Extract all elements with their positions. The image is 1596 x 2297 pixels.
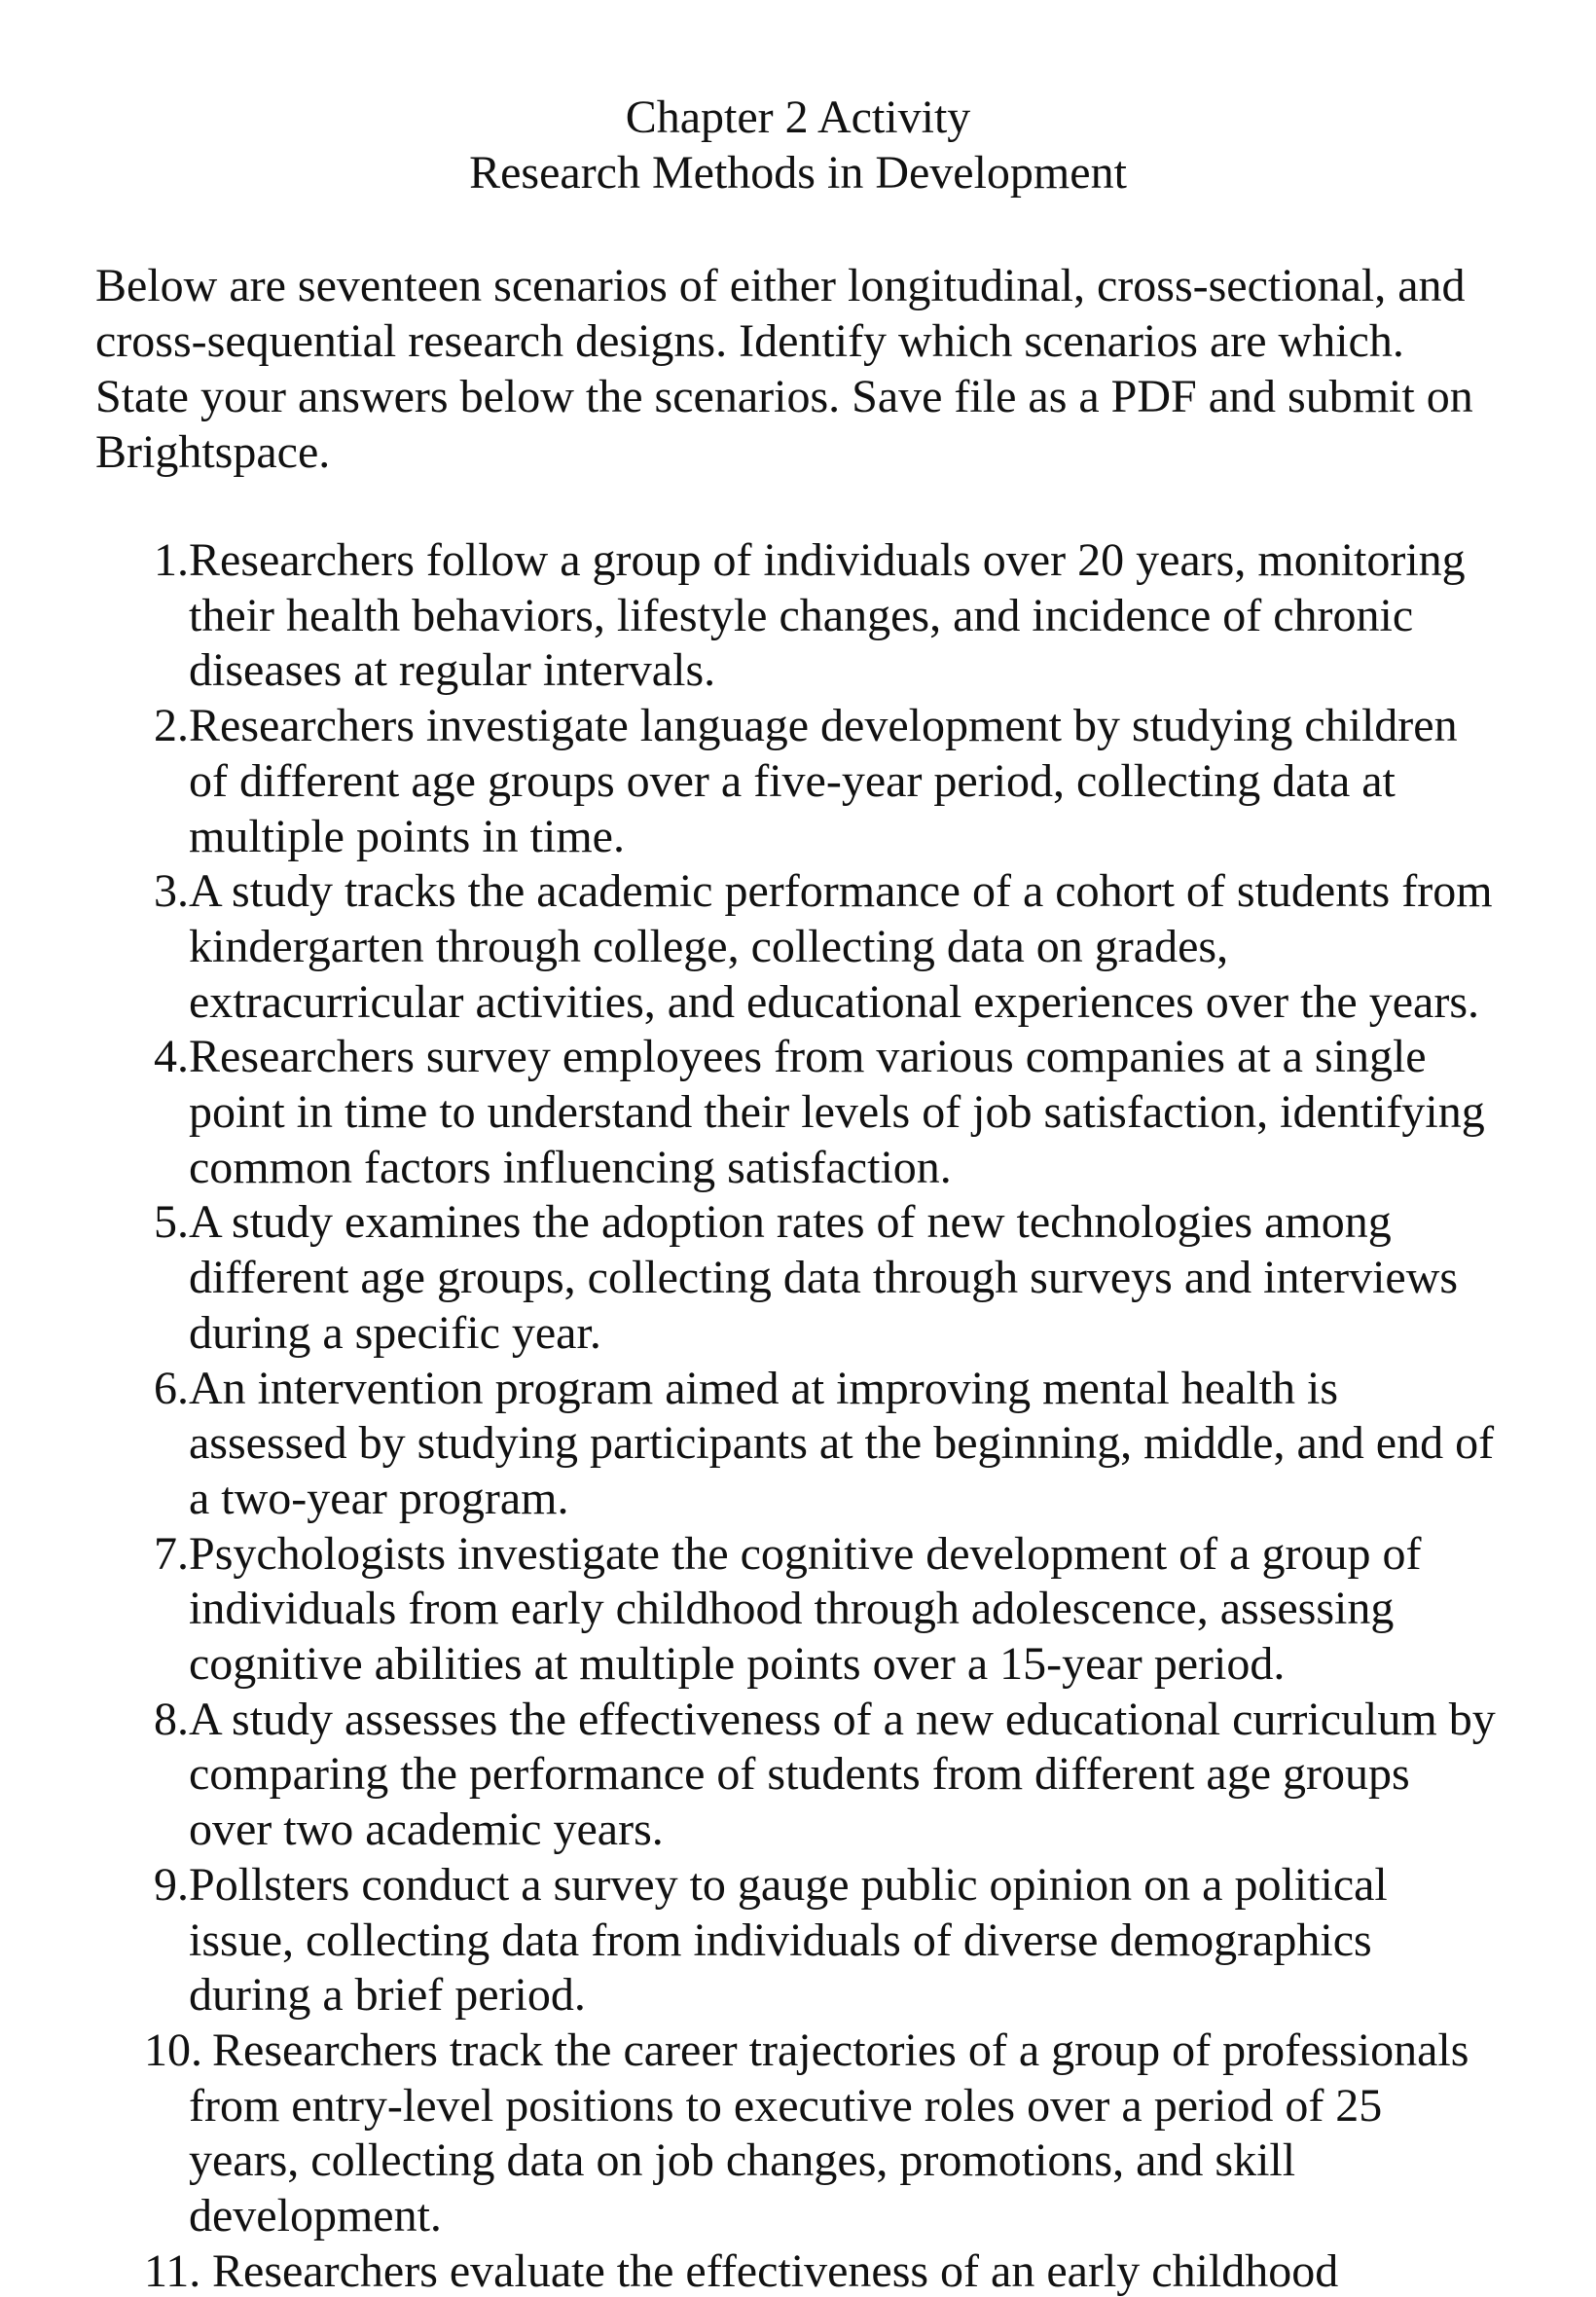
scenario-number: 1.	[154, 534, 189, 586]
scenario-number: 10.	[144, 2024, 202, 2076]
scenario-text-line: from entry-level positions to executive roles over a period of 25	[189, 2079, 1383, 2132]
scenario-item	[0, 1030, 1596, 1195]
scenario-text-line: their health behaviors, lifestyle changes, and incidence of chronic	[189, 589, 1414, 641]
scenario-number: 11.	[144, 2244, 201, 2297]
instructions-line: Below are seventeen scenarios of either longitudinal, cross-sectional, and	[95, 260, 1466, 311]
scenario-text-line: individuals from early childhood through adolescence, assessing	[189, 1583, 1395, 1635]
document-subtitle: Research Methods in Development	[469, 147, 1127, 199]
instructions-paragraph	[95, 258, 1516, 480]
scenario-text-line: over two academic years.	[189, 1804, 664, 1856]
scenario-text-line: Researchers survey employees from various companies at a single	[189, 1031, 1427, 1083]
scenario-text-line: during a brief period.	[189, 1969, 586, 2022]
scenario-number: 5.	[154, 1196, 189, 1249]
scenario-text-line: Pollsters conduct a survey to gauge public opinion on a political	[189, 1858, 1388, 1911]
scenario-number: 4.	[154, 1031, 189, 1083]
scenario-text-line: diseases at regular intervals.	[189, 644, 716, 697]
scenario-number: 2.	[154, 700, 189, 752]
scenario-number: 9.	[154, 1858, 189, 1911]
scenario-text-line: point in time to understand their levels of job satisfaction, identifying	[189, 1086, 1485, 1139]
scenario-number: 3.	[154, 865, 189, 918]
scenario-item	[0, 1527, 1596, 1693]
scenario-text-line: Researchers follow a group of individuals over 20 years, monitoring	[189, 534, 1466, 586]
scenario-item	[0, 1362, 1596, 1527]
scenario-text-line: A study assesses the effectiveness of a new educational curriculum by	[189, 1693, 1496, 1745]
scenario-text-line: An intervention program aimed at improving mental health is	[189, 1362, 1339, 1414]
scenario-text-line: Researchers evaluate the effectiveness of an early childhood	[212, 2244, 1339, 2297]
scenario-text-line: cognitive abilities at multiple points over a 15-year period.	[189, 1638, 1286, 1691]
scenario-text-line: multiple points in time.	[189, 810, 625, 862]
scenario-text-line: extracurricular activities, and educational experiences over the years.	[189, 975, 1479, 1028]
document-title-block	[0, 90, 1596, 201]
scenario-text-line: comparing the performance of students from different age groups	[189, 1748, 1410, 1801]
scenario-text-line: different age groups, collecting data through surveys and interviews	[189, 1252, 1459, 1304]
scenario-text-line: during a specific year.	[189, 1306, 601, 1359]
scenario-text-line: a two-year program.	[189, 1472, 569, 1524]
scenario-item	[0, 2244, 1596, 2297]
scenario-text-line: Researchers investigate language development by studying children	[189, 700, 1458, 752]
document-title: Chapter 2 Activity	[625, 91, 971, 143]
scenario-item	[0, 864, 1596, 1030]
scenario-item	[0, 533, 1596, 699]
scenario-text-line: development.	[189, 2190, 442, 2242]
scenario-text-line: kindergarten through college, collecting data on grades,	[189, 920, 1229, 972]
scenario-text-line: assessed by studying participants at the beginning, middle, and end of	[189, 1417, 1495, 1470]
scenario-item	[0, 699, 1596, 864]
scenario-number: 8.	[154, 1693, 189, 1745]
instructions-line: State your answers below the scenarios. Save file as a PDF and submit on	[95, 371, 1473, 422]
scenario-text-line: of different age groups over a five-year period, collecting data at	[189, 754, 1396, 807]
scenario-item	[0, 1195, 1596, 1361]
scenario-number: 6.	[154, 1362, 189, 1414]
scenario-item	[0, 2024, 1596, 2244]
scenario-text-line: Researchers track the career trajectories of a group of professionals	[212, 2024, 1469, 2076]
instructions-line: Brightspace.	[95, 426, 331, 478]
scenario-text-line: A study examines the adoption rates of new technologies among	[189, 1196, 1392, 1249]
scenario-text-line: years, collecting data on job changes, promotions, and skill	[189, 2134, 1296, 2187]
scenario-item	[0, 1858, 1596, 2024]
scenario-text-line: Psychologists investigate the cognitive development of a group of	[189, 1527, 1422, 1580]
scenario-text-line: issue, collecting data from individuals of diverse demographics	[189, 1914, 1372, 1966]
instructions-line: cross-sequential research designs. Identify which scenarios are which.	[95, 315, 1404, 367]
scenario-list	[0, 533, 1596, 2297]
scenario-number: 7.	[154, 1527, 189, 1580]
scenario-item	[0, 1693, 1596, 1858]
scenario-text-line: common factors influencing satisfaction.	[189, 1141, 952, 1193]
scenario-text-line: A study tracks the academic performance of a cohort of students from	[189, 865, 1493, 918]
